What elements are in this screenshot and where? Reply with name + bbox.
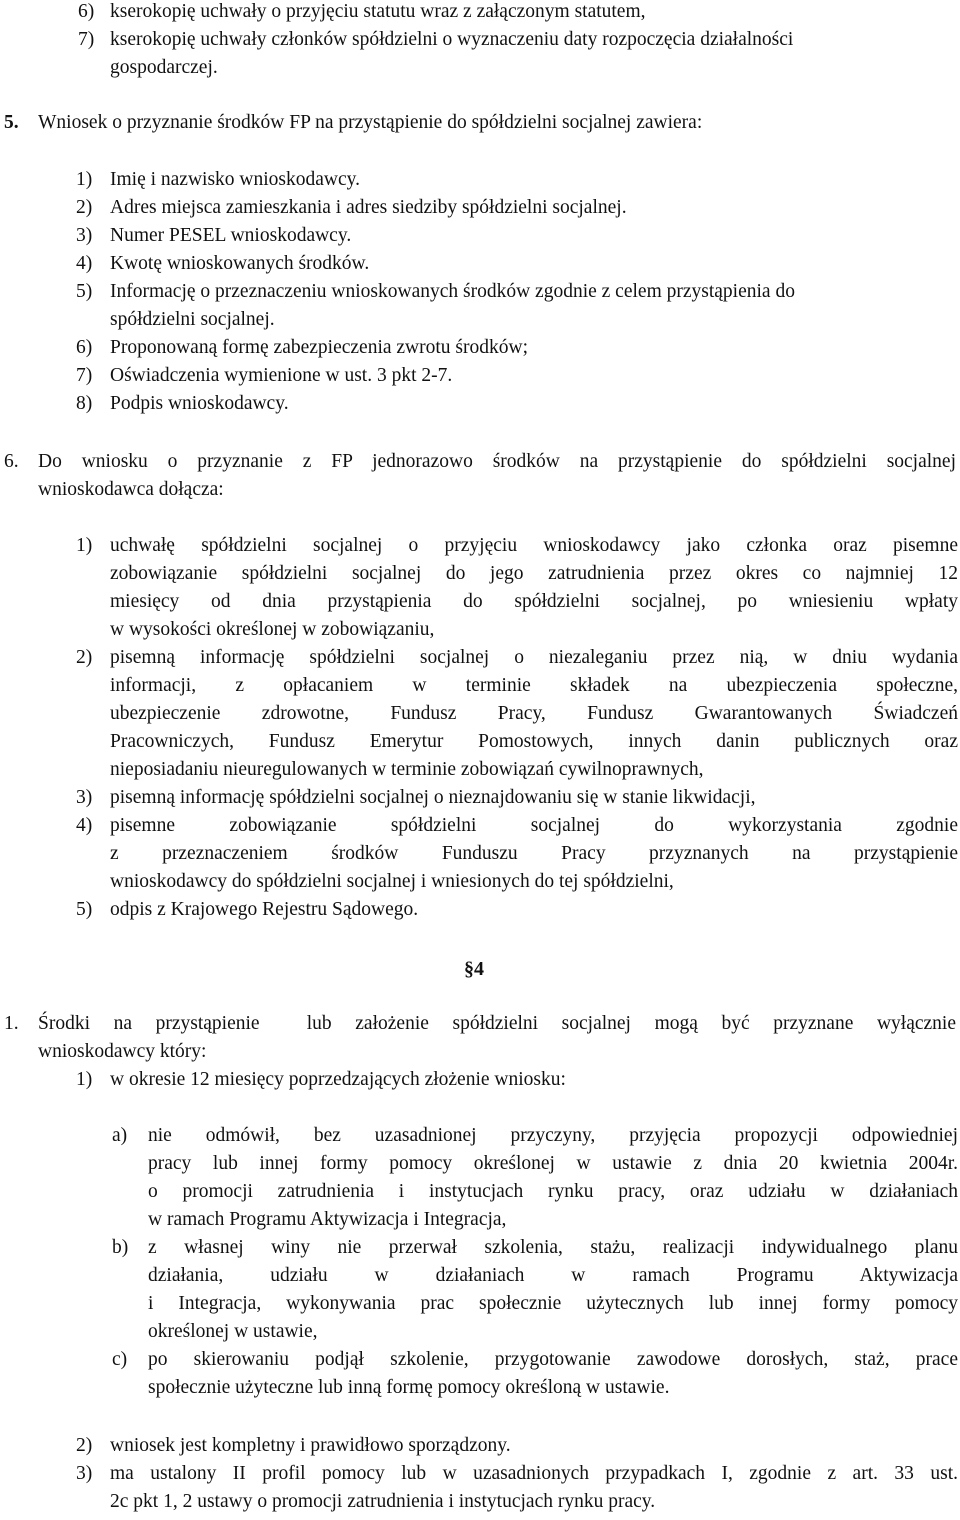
list-number: 1) [76, 535, 93, 556]
list-item-text: Adres miejsca zamieszkania i adres siedziby spółdzielni socjalnej. [110, 197, 627, 218]
list-item-text: Numer PESEL wnioskodawcy. [110, 225, 352, 246]
sub-list-letter: b) [112, 1237, 129, 1258]
list-item-text: Proponowaną formę zabezpieczenia zwrotu środków; [110, 337, 529, 358]
list-number: 5) [76, 281, 93, 302]
list-number: 3) [76, 225, 93, 246]
list-item-text: spółdzielni socjalnej. [110, 309, 275, 330]
list-item-text: 2c pkt 1, 2 ustawy o promocji zatrudnienia i instytucjach rynku pracy. [110, 1491, 656, 1512]
list-item-text: kserokopię uchwały członków spółdzielni o wyznaczeniu daty rozpoczęcia działalności [110, 29, 794, 50]
paragraph-heading: §4 [464, 958, 484, 980]
list-number: 7) [76, 365, 93, 386]
sub-list-text: o promocji zatrudnienia i instytucjach rynku pracy, oraz udziału w działaniach [148, 1181, 958, 1202]
list-number: 8) [76, 393, 93, 414]
section-text: Do wniosku o przyznanie z FP jednorazowo środków na przystąpienie do spółdzielni socjalnej [38, 451, 956, 472]
list-number: 7) [78, 29, 95, 50]
list-number: 5) [76, 899, 93, 920]
sub-list-text: określonej w ustawie, [148, 1321, 318, 1342]
list-item-text: zobowiązanie spółdzielni socjalnej do jego zatrudnienia przez okres co najmniej 12 [110, 563, 958, 584]
list-item-text: Oświadczenia wymienione w ust. 3 pkt 2-7. [110, 365, 453, 386]
sub-list-text: z własnej winy nie przerwał szkolenia, stażu, realizacji indywidualnego planu [148, 1237, 958, 1258]
list-item-text: uchwałę spółdzielni socjalnej o przyjęciu wnioskodawcy jako członka oraz pisemne [110, 535, 958, 556]
sub-list-text: nie odmówił, bez uzasadnionej przyczyny, przyjęcia propozycji odpowiedniej [148, 1125, 958, 1146]
list-number: 4) [76, 253, 93, 274]
section-text: wnioskodawcy który: [38, 1041, 207, 1062]
list-number: 3) [76, 787, 93, 808]
list-item-text: ma ustalony II profil pomocy lub w uzasadnionych przypadkach I, zgodnie z art. 33 ust. [110, 1463, 958, 1484]
list-item-text: wniosek jest kompletny i prawidłowo sporządzony. [110, 1435, 511, 1456]
list-item-text: miesięcy od dnia przystąpienia do spółdzielni socjalnej, po wniesieniu wpłaty [110, 591, 958, 612]
list-item-text: Podpis wnioskodawcy. [110, 393, 289, 414]
list-item-text: informacji, z opłacaniem w terminie składek na ubezpieczenia społeczne, [110, 675, 958, 696]
list-item-text: gospodarczej. [110, 57, 218, 78]
list-number: 4) [76, 815, 93, 836]
section-number: 6. [4, 451, 19, 472]
list-number: 1) [76, 169, 93, 190]
list-item-text: w okresie 12 miesięcy poprzedzających złożenie wniosku: [110, 1069, 566, 1090]
list-item-text: kserokopię uchwały o przyjęciu statutu wraz z załączonym statutem, [110, 1, 646, 22]
list-item-text: Pracowniczych, Fundusz Emerytur Pomostowych, innych danin publicznych oraz [110, 731, 958, 752]
list-number: 3) [76, 1463, 93, 1484]
list-number: 6) [76, 337, 93, 358]
list-item-text: z przeznaczeniem środków Funduszu Pracy przyznanych na przystąpienie [110, 843, 958, 864]
list-item-text: nieposiadaniu nieuregulowanych w terminie zobowiązań cywilnoprawnych, [110, 759, 704, 780]
list-number: 1) [76, 1069, 93, 1090]
list-number: 2) [76, 647, 93, 668]
list-number: 2) [76, 1435, 93, 1456]
section-number: 1. [4, 1013, 19, 1034]
list-item-text: odpis z Krajowego Rejestru Sądowego. [110, 899, 419, 920]
list-item-text: pisemne zobowiązanie spółdzielni socjalnej do wykorzystania zgodnie [110, 815, 958, 836]
list-item-text: Informację o przeznaczeniu wnioskowanych środków zgodnie z celem przystąpienia do [110, 281, 795, 302]
list-item-text: pisemną informację spółdzielni socjalnej o niezaleganiu przez nią, w dniu wydania [110, 647, 958, 668]
sub-list-text: po skierowaniu podjął szkolenie, przygotowanie zawodowe dorosłych, staż, prace [148, 1349, 958, 1370]
sub-list-letter: c) [112, 1349, 128, 1370]
sub-list-text: i Integracja, wykonywania prac społecznie użytecznych lub innej formy pomocy [148, 1293, 958, 1314]
list-item-text: ubezpieczenie zdrowotne, Fundusz Pracy, Fundusz Gwarantowanych Świadczeń [110, 703, 958, 724]
sub-list-letter: a) [112, 1125, 128, 1146]
sub-list-text: w ramach Programu Aktywizacja i Integracja, [148, 1209, 507, 1230]
section-text: Środki na przystąpienie lub założenie spółdzielni socjalnej mogą być przyznane wyłącznie [38, 1013, 956, 1034]
list-number: 6) [78, 1, 95, 22]
sub-list-text: działania, udziału w działaniach w ramach Programu Aktywizacja [148, 1265, 958, 1286]
list-item-text: wnioskodawcy do spółdzielni socjalnej i wniesionych do tej spółdzielni, [110, 871, 674, 892]
list-number: 2) [76, 197, 93, 218]
list-item-text: w wysokości określonej w zobowiązaniu, [110, 619, 435, 640]
list-item-text: Kwotę wnioskowanych środków. [110, 253, 370, 274]
section-number: 5. [4, 112, 19, 133]
list-item-text: Imię i nazwisko wnioskodawcy. [110, 169, 361, 190]
section-text: wnioskodawca dołącza: [38, 479, 224, 500]
sub-list-text: pracy lub innej formy pomocy określonej w ustawie z dnia 20 kwietnia 2004r. [148, 1153, 958, 1174]
list-item-text: pisemną informację spółdzielni socjalnej o nieznajdowaniu się w stanie likwidacji, [110, 787, 756, 808]
sub-list-text: społecznie użyteczne lub inną formę pomocy określoną w ustawie. [148, 1377, 670, 1398]
section-heading: Wniosek o przyznanie środków FP na przystąpienie do spółdzielni socjalnej zawiera: [38, 112, 703, 133]
